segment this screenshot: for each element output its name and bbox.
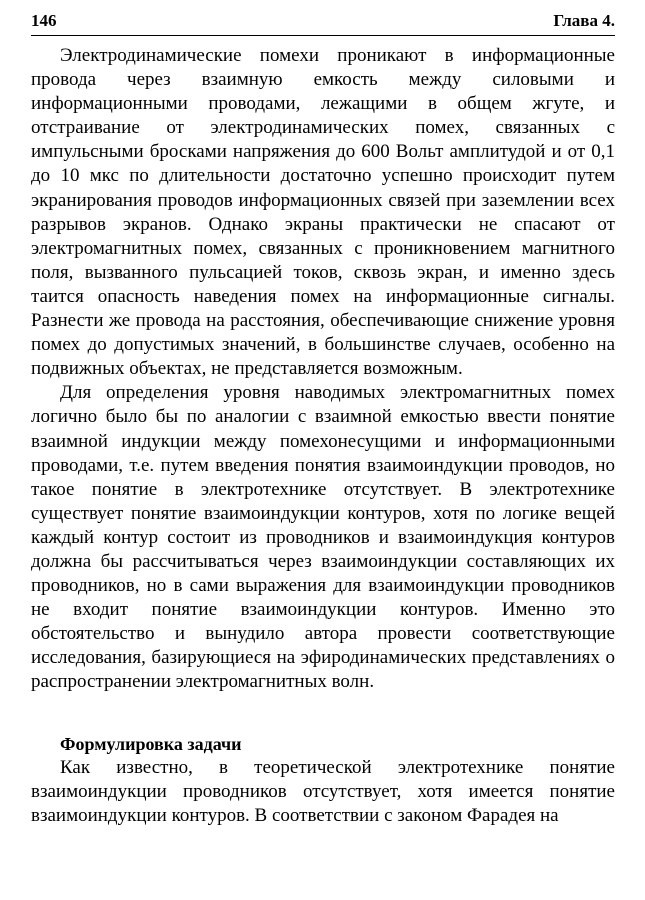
paragraph-2: Для определения уровня наводимых электромагнитных помех логично было бы по аналогии с взаимной емкостью ввести понятие взаимной индукции между помехонесущими и информационными проводами, т.е. путем введения понятия взаимоиндукции проводов, но такое понятие в электротехнике отсутствует. В электротехнике существует понятие взаимоиндукции контуров, хотя по логике вещей каждый контур состоит из проводников и взаимоиндукция контуров должна бы рассчитываться через взаимоиндукции составляющих их проводников, но в сами выражения для взаимоиндукции проводников не входит понятие взаимоиндукции контуров. Именно это обстоятельство и вынудило автора провести соответствующие исследования, базирующиеся на эфиродинамических представлениях о распространении электромагнитных волн. (31, 382, 615, 693)
body-text (31, 44, 615, 828)
section-heading: Формулировка задачи (60, 733, 242, 754)
running-head (31, 10, 615, 34)
chapter-title: Глава 4. (553, 11, 615, 30)
header-rule (31, 35, 615, 36)
page-number: 146 (31, 11, 57, 30)
paragraph-1: Электродинамические помехи проникают в информационные провода через взаимную емкость между силовыми и информационными проводами, лежащими в общем жгуте, и отстраивание от электродинамических помех, связанных с импульсными бросками напряжения до 600 Вольт амплитудой и от 0,1 до 10 мкс по длительности достаточно успешно происходит путем экранирования проводов информационных связей при заземлении всех разрывов экранов. Однако экраны практически не спасают от электромагнитных помех, связанных с проникновением магнитного поля, вызванного пульсацией токов, сквозь экран, и именно здесь таится опасность наведения помех на информационные сигналы. Разнести же провода на расстояния, обеспечивающие снижение уровня помех до допустимых значений, в большинстве случаев, особенно на подвижных объектах, не представляется возможным. (31, 45, 615, 380)
paragraph-3: Как известно, в теоретической электротехнике понятие взаимоиндукции проводников отсутствует, хотя имеется понятие взаимоиндукции контуров. В соответствии с законом Фарадея на (31, 756, 615, 826)
